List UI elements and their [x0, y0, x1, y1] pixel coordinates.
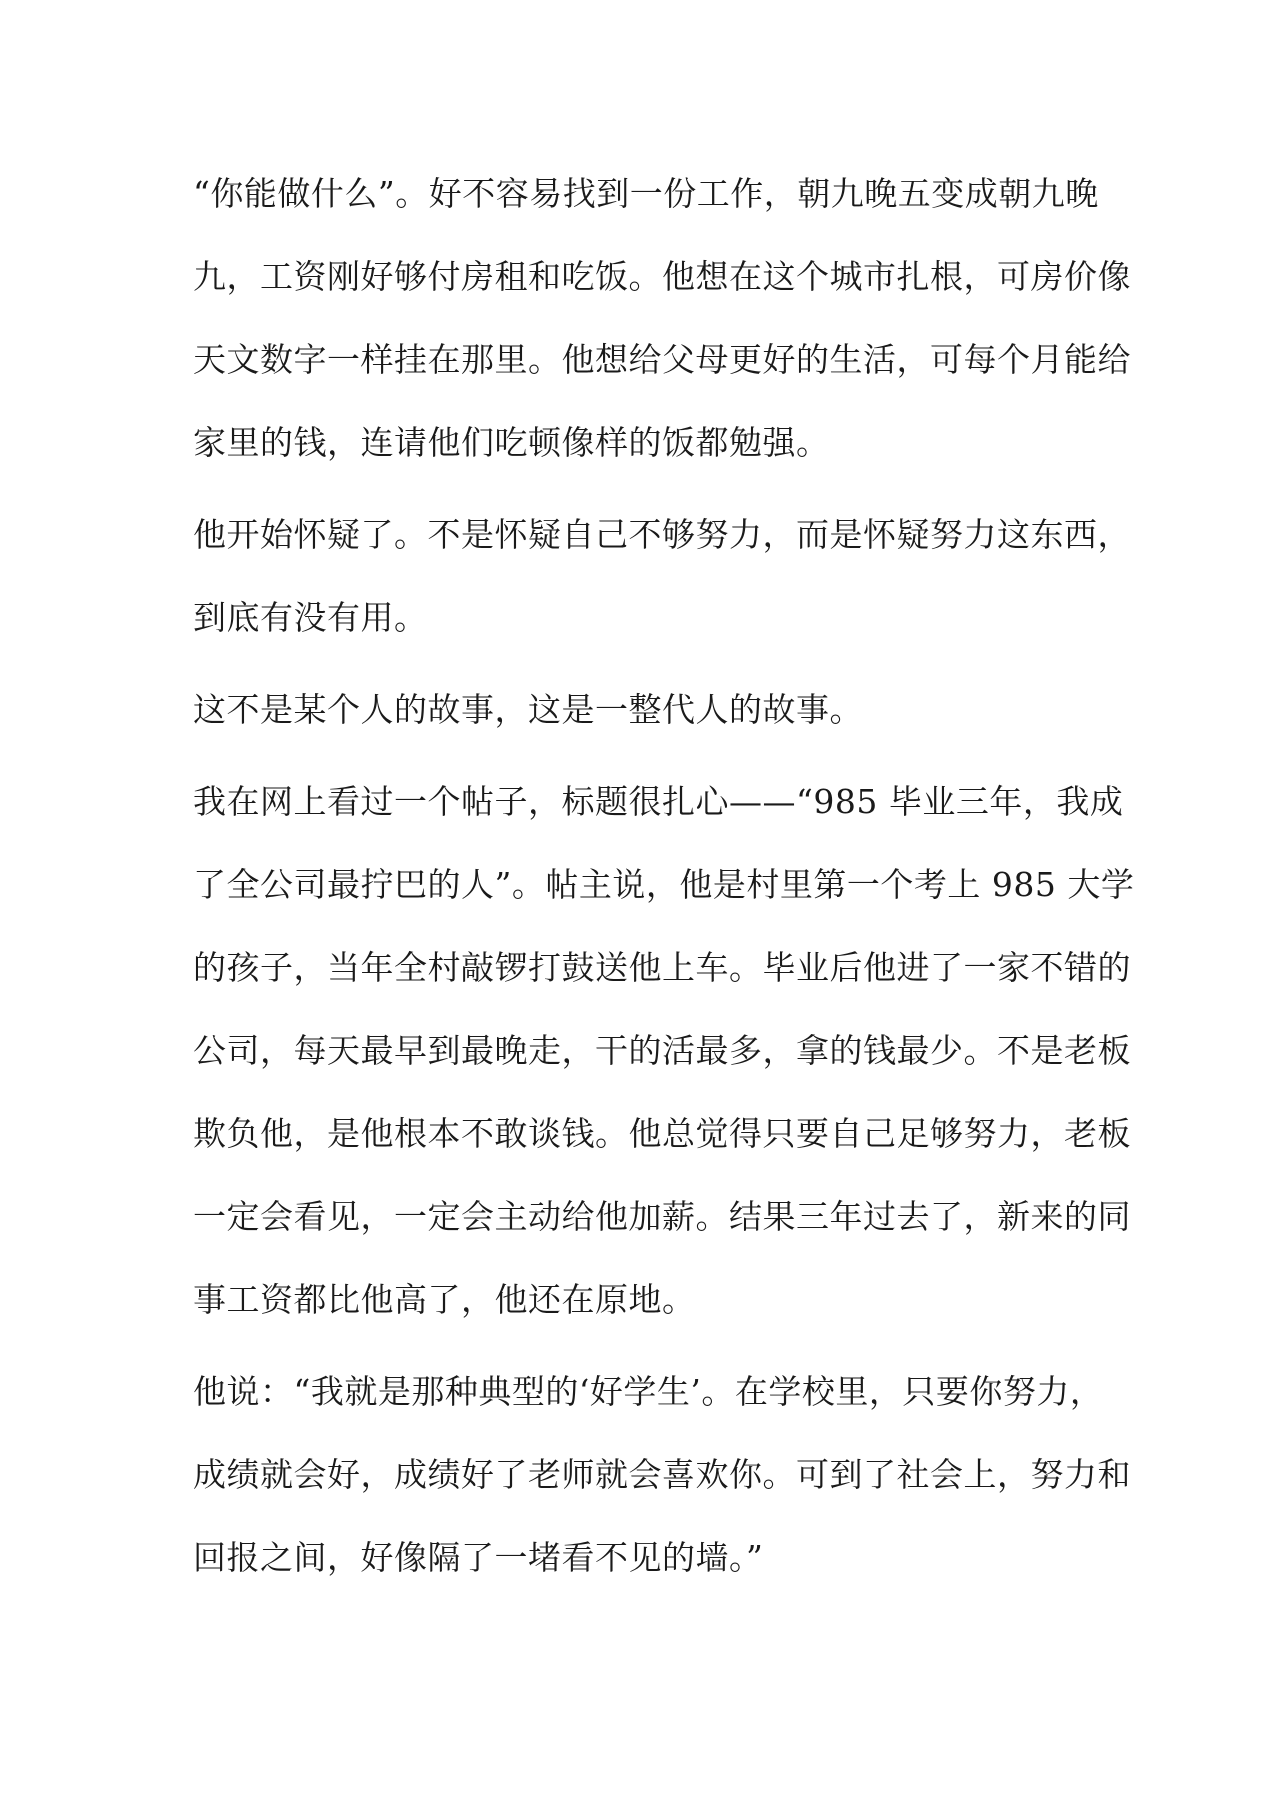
- paragraph-1-line-1: “你能做什么”。好不容易找到一份工作，朝九晚五变成朝九晚: [193, 174, 1099, 213]
- paragraph-5-line-1: 他说：“我就是那种典型的‘好学生’。在学校里，只要你努力，: [193, 1372, 1104, 1411]
- paragraph-4-line-1: 我在网上看过一个帖子，标题很扎心——“985 毕业三年，我成: [193, 782, 1124, 821]
- paragraph-1-line-4: 家里的钱，连请他们吃顿像样的饭都勉强。: [193, 423, 830, 462]
- paragraph-5-line-3: 回报之间，好像隔了一堵看不见的墙。”: [193, 1538, 764, 1577]
- paragraph-4-line-5: 欺负他，是他根本不敢谈钱。他总觉得只要自己足够努力，老板: [193, 1114, 1131, 1153]
- paragraph-5-line-2: 成绩就会好，成绩好了老师就会喜欢你。可到了社会上，努力和: [193, 1455, 1131, 1494]
- paragraph-1-line-2: 九，工资刚好够付房租和吃饭。他想在这个城市扎根，可房价像: [193, 257, 1131, 296]
- paragraph-4-line-2: 了全公司最拧巴的人”。帖主说，他是村里第一个考上 985 大学: [193, 865, 1135, 904]
- paragraph-1-line-3: 天文数字一样挂在那里。他想给父母更好的生活，可每个月能给: [193, 340, 1131, 379]
- paragraph-2-line-1: 他开始怀疑了。不是怀疑自己不够努力，而是怀疑努力这东西，: [193, 515, 1131, 554]
- paragraph-4-line-3: 的孩子，当年全村敲锣打鼓送他上车。毕业后他进了一家不错的: [193, 948, 1131, 987]
- paragraph-2-line-2: 到底有没有用。: [193, 598, 428, 637]
- paragraph-4-line-6: 一定会看见，一定会主动给他加薪。结果三年过去了，新来的同: [193, 1197, 1131, 1236]
- paragraph-3-line-1: 这不是某个人的故事，这是一整代人的故事。: [193, 690, 863, 729]
- paragraph-4-line-4: 公司，每天最早到最晚走，干的活最多，拿的钱最少。不是老板: [193, 1031, 1131, 1070]
- paragraph-4-line-7: 事工资都比他高了，他还在原地。: [193, 1280, 696, 1319]
